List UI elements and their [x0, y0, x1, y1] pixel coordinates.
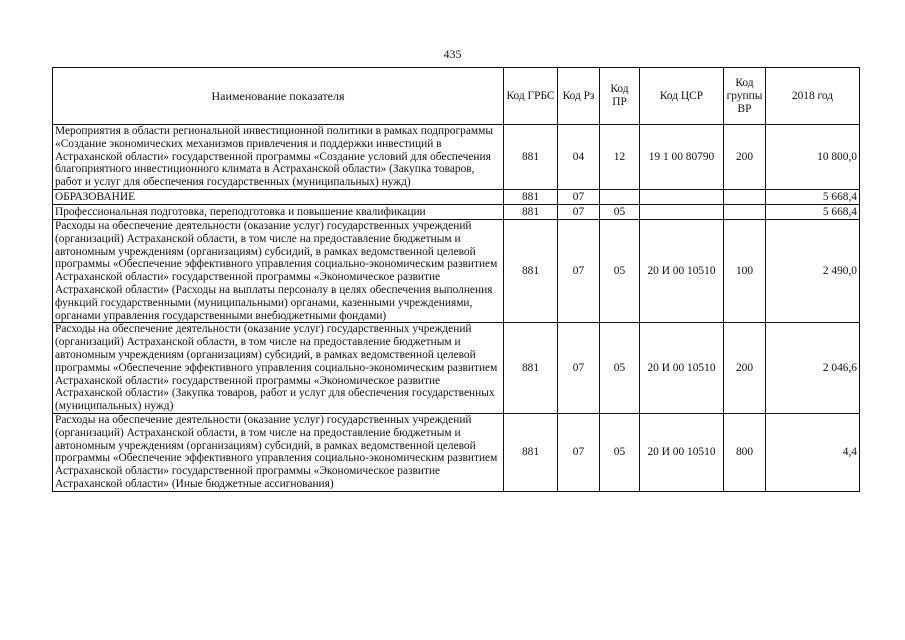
table-row	[53, 323, 860, 414]
table-row	[53, 413, 860, 491]
page-number: 435	[443, 47, 462, 61]
row-value: 4,4	[766, 413, 860, 491]
row-value: 10 800,0	[766, 125, 860, 190]
table-row	[53, 189, 860, 204]
row-rz: 07	[558, 189, 600, 204]
header-pr: Код ПР	[600, 68, 640, 125]
header-vr: Код группы ВР	[724, 68, 766, 125]
header-grbs: Код ГРБС	[504, 68, 558, 125]
row-grbs: 881	[504, 125, 558, 190]
row-value: 2 490,0	[766, 219, 860, 322]
row-value: 5 668,4	[766, 204, 860, 219]
row-pr: 05	[600, 323, 640, 414]
header-row	[53, 68, 860, 125]
table-row	[53, 219, 860, 322]
row-vr: 100	[724, 219, 766, 322]
row-rz: 07	[558, 323, 600, 414]
row-pr: 05	[600, 204, 640, 219]
row-vr	[724, 204, 766, 219]
row-csr: 19 1 00 80790	[640, 125, 724, 190]
row-vr: 200	[724, 323, 766, 414]
row-rz: 07	[558, 413, 600, 491]
row-csr	[640, 189, 724, 204]
header-rz: Код Рз	[558, 68, 600, 125]
row-vr: 800	[724, 413, 766, 491]
row-name: Расходы на обеспечение деятельности (оказание услуг) государственных учреждений (организаций) Астраханской области, в том числе на предоставление бюджетным и автономным учреждениям (организациям) субсидий, в рамках ведомственной целевой программы «Обеспечение эффективного управления социально-экономическим развитием Астраханской области» государственной программы «Экономическое развитие Астраханской области» (Расходы на выплаты персоналу в целях обеспечения выполнения функций государственными (муниципальными) органами, казенными учреждениями, органами управления государственными внебюджетными фондами)	[53, 219, 504, 322]
header-name: Наименование показателя	[53, 68, 504, 125]
row-csr	[640, 204, 724, 219]
row-value: 2 046,6	[766, 323, 860, 414]
row-pr	[600, 189, 640, 204]
header-csr: Код ЦСР	[640, 68, 724, 125]
row-grbs: 881	[504, 189, 558, 204]
row-name: Расходы на обеспечение деятельности (оказание услуг) государственных учреждений (организаций) Астраханской области, в том числе на предоставление бюджетным и автономным учреждениям (организациям) субсидий, в рамках ведомственной целевой программы «Обеспечение эффективного управления социально-экономическим развитием Астраханской области» государственной программы «Экономическое развитие Астраханской области» (Закупка товаров, работ и услуг для обеспечения государственных (муниципальных) нужд)	[53, 323, 504, 414]
header-year: 2018 год	[766, 68, 860, 125]
row-rz: 04	[558, 125, 600, 190]
row-pr: 05	[600, 413, 640, 491]
row-name: Мероприятия в области региональной инвестиционной политики в рамках подпрограммы «Создание экономических механизмов привлечения и поддержки инвестиций в Астраханской области» государственной программы «Создание условий для обеспечения благоприятного инвестиционного климата в Астраханской области» (Закупка товаров, работ и услуг для обеспечения государственных (муниципальных) нужд)	[53, 125, 504, 190]
table-row	[53, 125, 860, 190]
row-grbs: 881	[504, 204, 558, 219]
row-grbs: 881	[504, 413, 558, 491]
row-rz: 07	[558, 204, 600, 219]
table-row	[53, 204, 860, 219]
row-grbs: 881	[504, 323, 558, 414]
row-pr: 12	[600, 125, 640, 190]
row-csr: 20 И 00 10510	[640, 219, 724, 322]
row-name: Расходы на обеспечение деятельности (оказание услуг) государственных учреждений (организаций) Астраханской области, в том числе на предоставление бюджетным и автономным учреждениям (организациям) субсидий, в рамках ведомственной целевой программы «Обеспечение эффективного управления социально-экономическим развитием Астраханской области» государственной программы «Экономическое развитие Астраханской области» (Иные бюджетные ассигнования)	[53, 413, 504, 491]
row-vr: 200	[724, 125, 766, 190]
row-value: 5 668,4	[766, 189, 860, 204]
row-csr: 20 И 00 10510	[640, 323, 724, 414]
row-csr: 20 И 00 10510	[640, 413, 724, 491]
row-vr	[724, 189, 766, 204]
row-rz: 07	[558, 219, 600, 322]
row-grbs: 881	[504, 219, 558, 322]
row-name: ОБРАЗОВАНИЕ	[53, 189, 504, 204]
row-pr: 05	[600, 219, 640, 322]
budget-table	[52, 67, 860, 492]
row-name: Профессиональная подготовка, переподготовка и повышение квалификации	[53, 204, 504, 219]
